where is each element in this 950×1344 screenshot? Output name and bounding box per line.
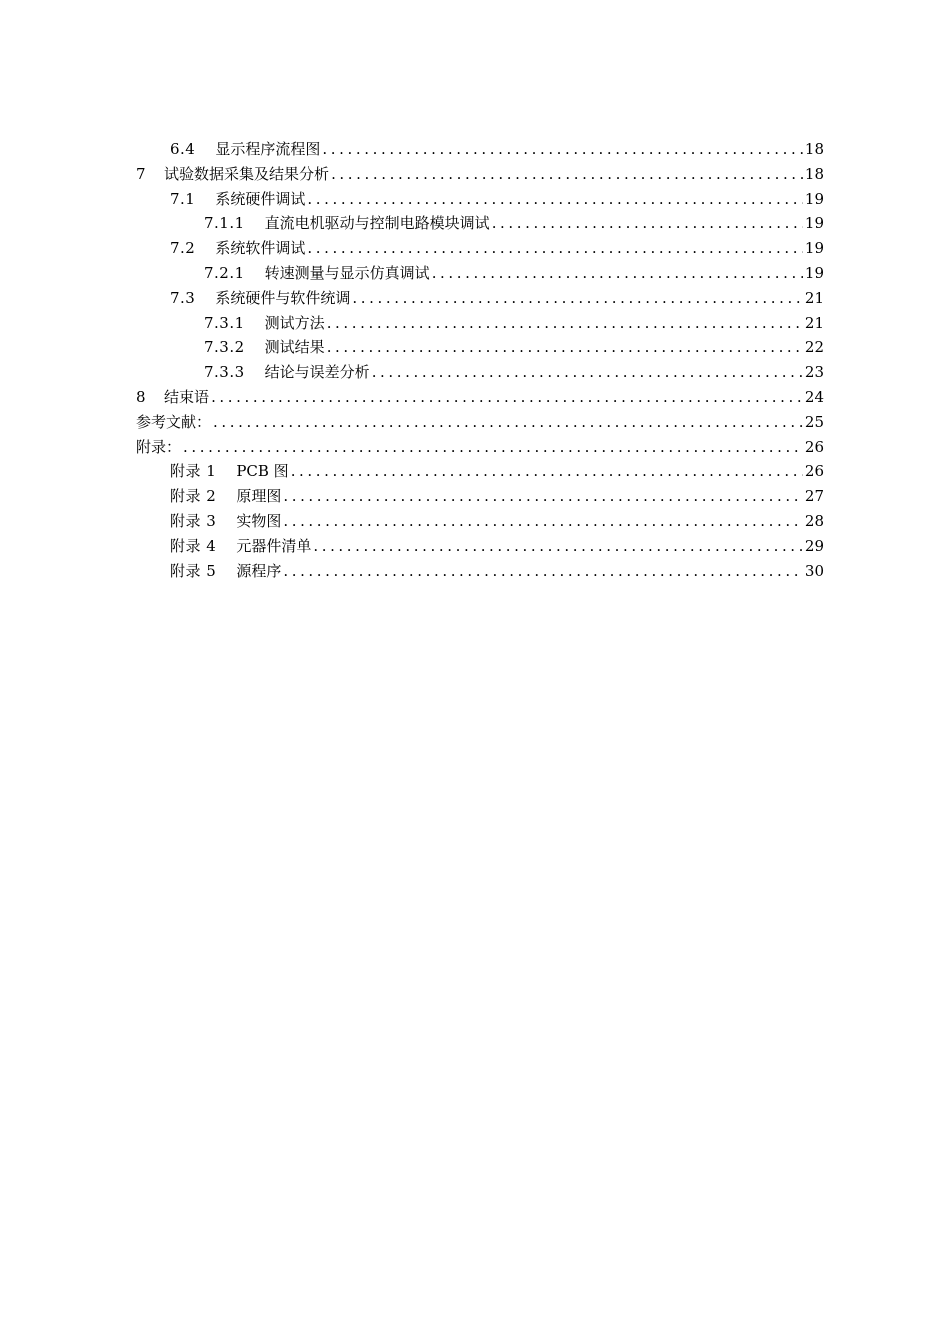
toc-entry-number: 7.1.1 [204, 214, 245, 233]
toc-entry-page: 26 [804, 462, 824, 481]
toc-entry-page: 28 [804, 511, 824, 530]
toc-entry-title: 显示程序流程图 [215, 140, 321, 158]
toc-entry-7-1-1[interactable] [136, 211, 824, 236]
toc-entry-number: 7.1 [170, 189, 196, 208]
toc-entry-title: 转速测量与显示仿真调试 [264, 263, 430, 282]
toc-entry-number: 附录 4 [170, 536, 217, 555]
toc-entry-page: 25 [804, 412, 824, 431]
toc-leader-dots [211, 385, 803, 410]
toc-entry-number: 7.3.2 [204, 338, 245, 357]
toc-entry-page: 22 [804, 338, 824, 357]
toc-entry-title: 系统硬件调试 [215, 189, 306, 208]
toc-entry-appendix-2[interactable] [136, 484, 824, 509]
toc-entry-7-2-1[interactable] [136, 261, 824, 286]
toc-entry-title: 结束语 [164, 387, 210, 406]
toc-leader-dots [283, 484, 803, 509]
toc-entry-page: 19 [804, 239, 824, 258]
toc-entry-number: 附录 5 [170, 561, 217, 580]
toc-entry-appendix-4[interactable] [136, 534, 824, 559]
toc-leader-dots [327, 311, 803, 336]
toc-leader-dots [313, 534, 803, 559]
toc-leader-dots [283, 509, 803, 534]
toc-entry-title: 测试方法 [264, 313, 325, 332]
toc-entry-title: 测试结果 [264, 338, 325, 357]
toc-entry-title: 附录： [136, 437, 182, 456]
toc-entry-title: 系统软件调试 [215, 239, 306, 258]
toc-entry-page: 27 [804, 487, 824, 506]
toc-entry-title: 直流电机驱动与控制电路模块调试 [264, 214, 490, 233]
toc-entry-page: 23 [804, 363, 824, 382]
toc-entry-number: 7.2 [170, 239, 196, 258]
toc-entry-number: 7 [136, 164, 147, 183]
toc-leader-dots [283, 559, 803, 584]
toc-entry-title: 源程序 [236, 561, 282, 580]
toc-entry-7-3-3[interactable] [136, 360, 824, 385]
toc-entry-title: 结论与误差分析 [264, 363, 370, 382]
toc-entry-title: 参考文献： [136, 412, 212, 431]
toc-entry-title: 实物图 [236, 511, 282, 530]
toc-entry-7-3-2[interactable] [136, 335, 824, 360]
toc-entry-title: 原理图 [236, 487, 282, 506]
toc-leader-dots [291, 459, 803, 484]
toc-entry-7-2[interactable] [136, 236, 824, 261]
toc-leader-dots [352, 286, 803, 311]
toc-entry-number: 附录 1 [170, 462, 217, 481]
toc-entry-page: 30 [804, 561, 824, 580]
toc-entry-number: 7.3.1 [204, 313, 245, 332]
toc-leader-dots [322, 137, 803, 162]
toc-leader-dots [492, 211, 803, 236]
toc-entry-page: 26 [804, 437, 824, 456]
toc-entry-number: 8 [136, 387, 147, 406]
toc-entry-7-3-1[interactable] [136, 311, 824, 336]
toc-entry-number: 7.3 [170, 288, 196, 307]
toc-entry-number: 6.4 [170, 140, 196, 158]
toc-entry-7-1[interactable] [136, 187, 824, 212]
toc-entry-7[interactable] [136, 162, 824, 187]
toc-entry-page: 19 [804, 263, 824, 282]
toc-entry-appendix-5[interactable] [136, 559, 824, 584]
toc-entry-page: 18 [804, 164, 824, 183]
toc-entry-number: 7.3.3 [204, 363, 245, 382]
toc-entry-page: 24 [804, 387, 824, 406]
toc-entry-number: 附录 3 [170, 511, 217, 530]
toc-entry-page: 29 [804, 536, 824, 555]
toc-leader-dots [307, 236, 803, 261]
toc-entry-number: 7.2.1 [204, 263, 245, 282]
toc-entry-page: 19 [804, 189, 824, 208]
toc-entry-page: 18 [804, 140, 824, 158]
toc-entry-appendix[interactable] [136, 435, 824, 460]
toc-entry-appendix-3[interactable] [136, 509, 824, 534]
toc-entry-references[interactable] [136, 410, 824, 435]
toc-entry-appendix-1[interactable] [136, 459, 824, 484]
toc-entry-title: 元器件清单 [236, 536, 312, 555]
toc-entry-page: 21 [804, 313, 824, 332]
toc-entry-page: 19 [804, 214, 824, 233]
toc-entry-title: PCB 图 [236, 462, 289, 481]
toc-entry-7-3[interactable] [136, 286, 824, 311]
toc-entry-title: 试验数据采集及结果分析 [164, 164, 330, 183]
toc-entry-6-4[interactable] [136, 137, 824, 162]
toc-leader-dots [213, 410, 803, 435]
toc-entry-8[interactable] [136, 385, 824, 410]
toc-leader-dots [183, 435, 803, 460]
toc-leader-dots [327, 335, 803, 360]
toc-leader-dots [331, 162, 803, 187]
toc-entry-page: 21 [804, 288, 824, 307]
toc-leader-dots [432, 261, 803, 286]
table-of-contents [136, 137, 824, 583]
toc-entry-title: 系统硬件与软件统调 [215, 288, 351, 307]
toc-leader-dots [372, 360, 803, 385]
toc-leader-dots [307, 187, 803, 212]
toc-entry-number: 附录 2 [170, 487, 217, 506]
